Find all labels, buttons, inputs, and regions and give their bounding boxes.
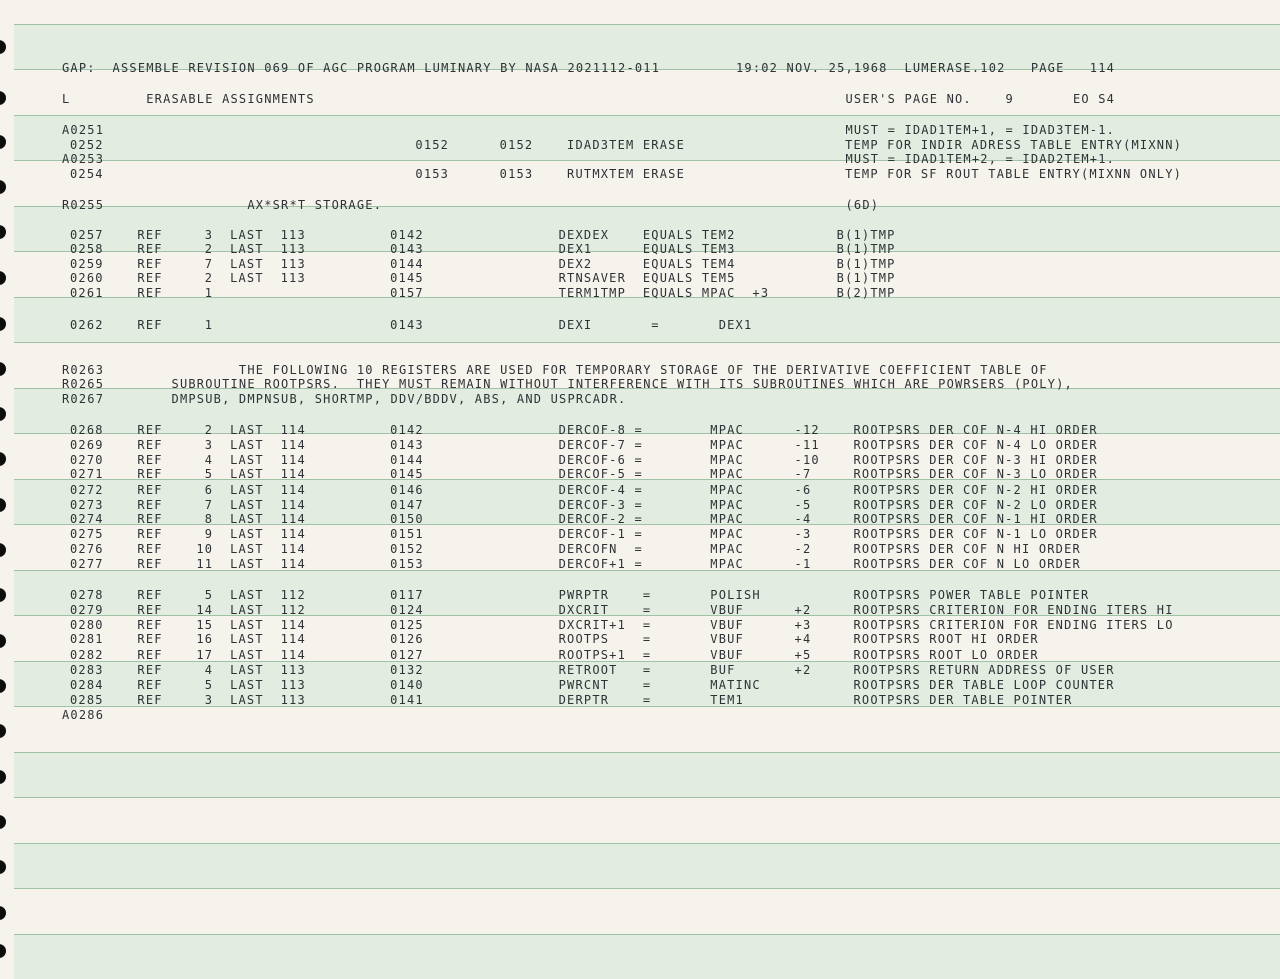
paper-band (14, 843, 1280, 888)
feed-hole (0, 135, 6, 149)
feed-hole (0, 588, 6, 602)
feed-hole (0, 91, 6, 105)
listing-line: R0255 AX*SR*T STORAGE. (6D) (62, 198, 880, 212)
listing-line: 0268 REF 2 LAST 114 0142 DERCOF-8 = MPAC -12 ROOTPSRS DER COF N-4 HI ORDER (70, 423, 1098, 437)
listing-line: 0252 0152 0152 IDAD3TEM ERASE TEMP FOR INDIR ADRESS TABLE ENTRY(MIXNN) (70, 138, 1183, 152)
listing-line: R0263 THE FOLLOWING 10 REGISTERS ARE USED FOR TEMPORARY STORAGE OF THE DERIVATIVE COEFFICIENT TABLE OF (62, 363, 1048, 377)
listing-line: 0276 REF 10 LAST 114 0152 DERCOFN = MPAC -2 ROOTPSRS DER COF N HI ORDER (70, 542, 1081, 556)
feed-hole (0, 271, 6, 285)
listing-line: 0280 REF 15 LAST 114 0125 DXCRIT+1 = VBUF +3 ROOTPSRS CRITERION FOR ENDING ITERS LO (70, 618, 1174, 632)
feed-hole (0, 815, 6, 829)
listing-line: 0254 0153 0153 RUTMXTEM ERASE TEMP FOR SF ROUT TABLE ENTRY(MIXNN ONLY) (70, 167, 1183, 181)
listing-line: 0277 REF 11 LAST 114 0153 DERCOF+1 = MPAC -1 ROOTPSRS DER COF N LO ORDER (70, 557, 1081, 571)
band-rule (14, 934, 1280, 935)
feed-hole (0, 180, 6, 194)
listing-line: 0273 REF 7 LAST 114 0147 DERCOF-3 = MPAC -5 ROOTPSRS DER COF N-2 LO ORDER (70, 498, 1098, 512)
listing-line: 0270 REF 4 LAST 114 0144 DERCOF-6 = MPAC -10 ROOTPSRS DER COF N-3 HI ORDER (70, 453, 1098, 467)
listing-line: 0285 REF 3 LAST 113 0141 DERPTR = TEM1 ROOTPSRS DER TABLE POINTER (70, 693, 1073, 707)
listing-line: 0262 REF 1 0143 DEXI = DEX1 (70, 318, 753, 332)
listing-line: 0283 REF 4 LAST 113 0132 RETROOT = BUF +2 ROOTPSRS RETURN ADDRESS OF USER (70, 663, 1115, 677)
feed-hole (0, 498, 6, 512)
band-rule (14, 888, 1280, 889)
listing-line: 0269 REF 3 LAST 114 0143 DERCOF-7 = MPAC -11 ROOTPSRS DER COF N-4 LO ORDER (70, 438, 1098, 452)
section-header: L ERASABLE ASSIGNMENTS USER'S PAGE NO. 9 EO S4 (62, 92, 1116, 106)
listing-line: 0278 REF 5 LAST 112 0117 PWRPTR = POLISH ROOTPSRS POWER TABLE POINTER (70, 588, 1090, 602)
feed-hole (0, 317, 6, 331)
feed-hole (0, 770, 6, 784)
listing-line: A0286 (62, 708, 105, 722)
feed-hole (0, 452, 6, 466)
band-rule (14, 752, 1280, 753)
band-rule (14, 797, 1280, 798)
listing-line: 0279 REF 14 LAST 112 0124 DXCRIT = VBUF +2 ROOTPSRS CRITERION FOR ENDING ITERS HI (70, 603, 1174, 617)
feed-hole (0, 40, 6, 54)
feed-hole (0, 906, 6, 920)
listing-line: 0271 REF 5 LAST 114 0145 DERCOF-5 = MPAC -7 ROOTPSRS DER COF N-3 LO ORDER (70, 467, 1098, 481)
band-rule (14, 115, 1280, 116)
listing-line: 0260 REF 2 LAST 113 0145 RTNSAVER EQUALS TEM5 B(1)TMP (70, 271, 896, 285)
listing-line: 0261 REF 1 0157 TERM1TMP EQUALS MPAC +3 B(2)TMP (70, 286, 896, 300)
listing-line: 0274 REF 8 LAST 114 0150 DERCOF-2 = MPAC -4 ROOTPSRS DER COF N-1 HI ORDER (70, 512, 1098, 526)
listing-line: 0258 REF 2 LAST 113 0143 DEX1 EQUALS TEM3 B(1)TMP (70, 242, 896, 256)
listing-line: 0272 REF 6 LAST 114 0146 DERCOF-4 = MPAC -6 ROOTPSRS DER COF N-2 HI ORDER (70, 483, 1098, 497)
listing-line: R0267 DMPSUB, DMPNSUB, SHORTMP, DDV/BDDV, ABS, AND USPRCADR. (62, 392, 627, 406)
listing-line: A0253 MUST = IDAD1TEM+2, = IDAD2TEM+1. (62, 152, 1116, 166)
feed-hole (0, 724, 6, 738)
band-rule (14, 843, 1280, 844)
listing-line: R0265 SUBROUTINE ROOTPSRS. THEY MUST REMAIN WITHOUT INTERFERENCE WITH ITS SUBROUTINES WHICH ARE POWRSERS (POLY), (62, 377, 1073, 391)
feed-hole (0, 362, 6, 376)
listing-line: 0281 REF 16 LAST 114 0126 ROOTPS = VBUF +4 ROOTPSRS ROOT HI ORDER (70, 632, 1039, 646)
paper-band (14, 934, 1280, 979)
listing-line: 0257 REF 3 LAST 113 0142 DEXDEX EQUALS TEM2 B(1)TMP (70, 228, 896, 242)
feed-hole (0, 679, 6, 693)
paper-band (14, 752, 1280, 797)
feed-hole (0, 543, 6, 557)
feed-hole (0, 225, 6, 239)
band-rule (14, 342, 1280, 343)
listing-line: 0259 REF 7 LAST 113 0144 DEX2 EQUALS TEM4 B(1)TMP (70, 257, 896, 271)
feed-hole (0, 407, 6, 421)
listing-header: GAP: ASSEMBLE REVISION 069 OF AGC PROGRAM LUMINARY BY NASA 2021112-011 19:02 NOV. 25,1968 LUMERASE.102 PAGE 114 (62, 61, 1116, 75)
feed-hole (0, 860, 6, 874)
feed-hole (0, 944, 6, 958)
listing-line: 0284 REF 5 LAST 113 0140 PWRCNT = MATINC ROOTPSRS DER TABLE LOOP COUNTER (70, 678, 1115, 692)
band-rule (14, 24, 1280, 25)
listing-line: 0282 REF 17 LAST 114 0127 ROOTPS+1 = VBUF +5 ROOTPSRS ROOT LO ORDER (70, 648, 1039, 662)
feed-hole (0, 634, 6, 648)
listing-line: A0251 MUST = IDAD1TEM+1, = IDAD3TEM-1. (62, 123, 1116, 137)
listing-line: 0275 REF 9 LAST 114 0151 DERCOF-1 = MPAC -3 ROOTPSRS DER COF N-1 LO ORDER (70, 527, 1098, 541)
